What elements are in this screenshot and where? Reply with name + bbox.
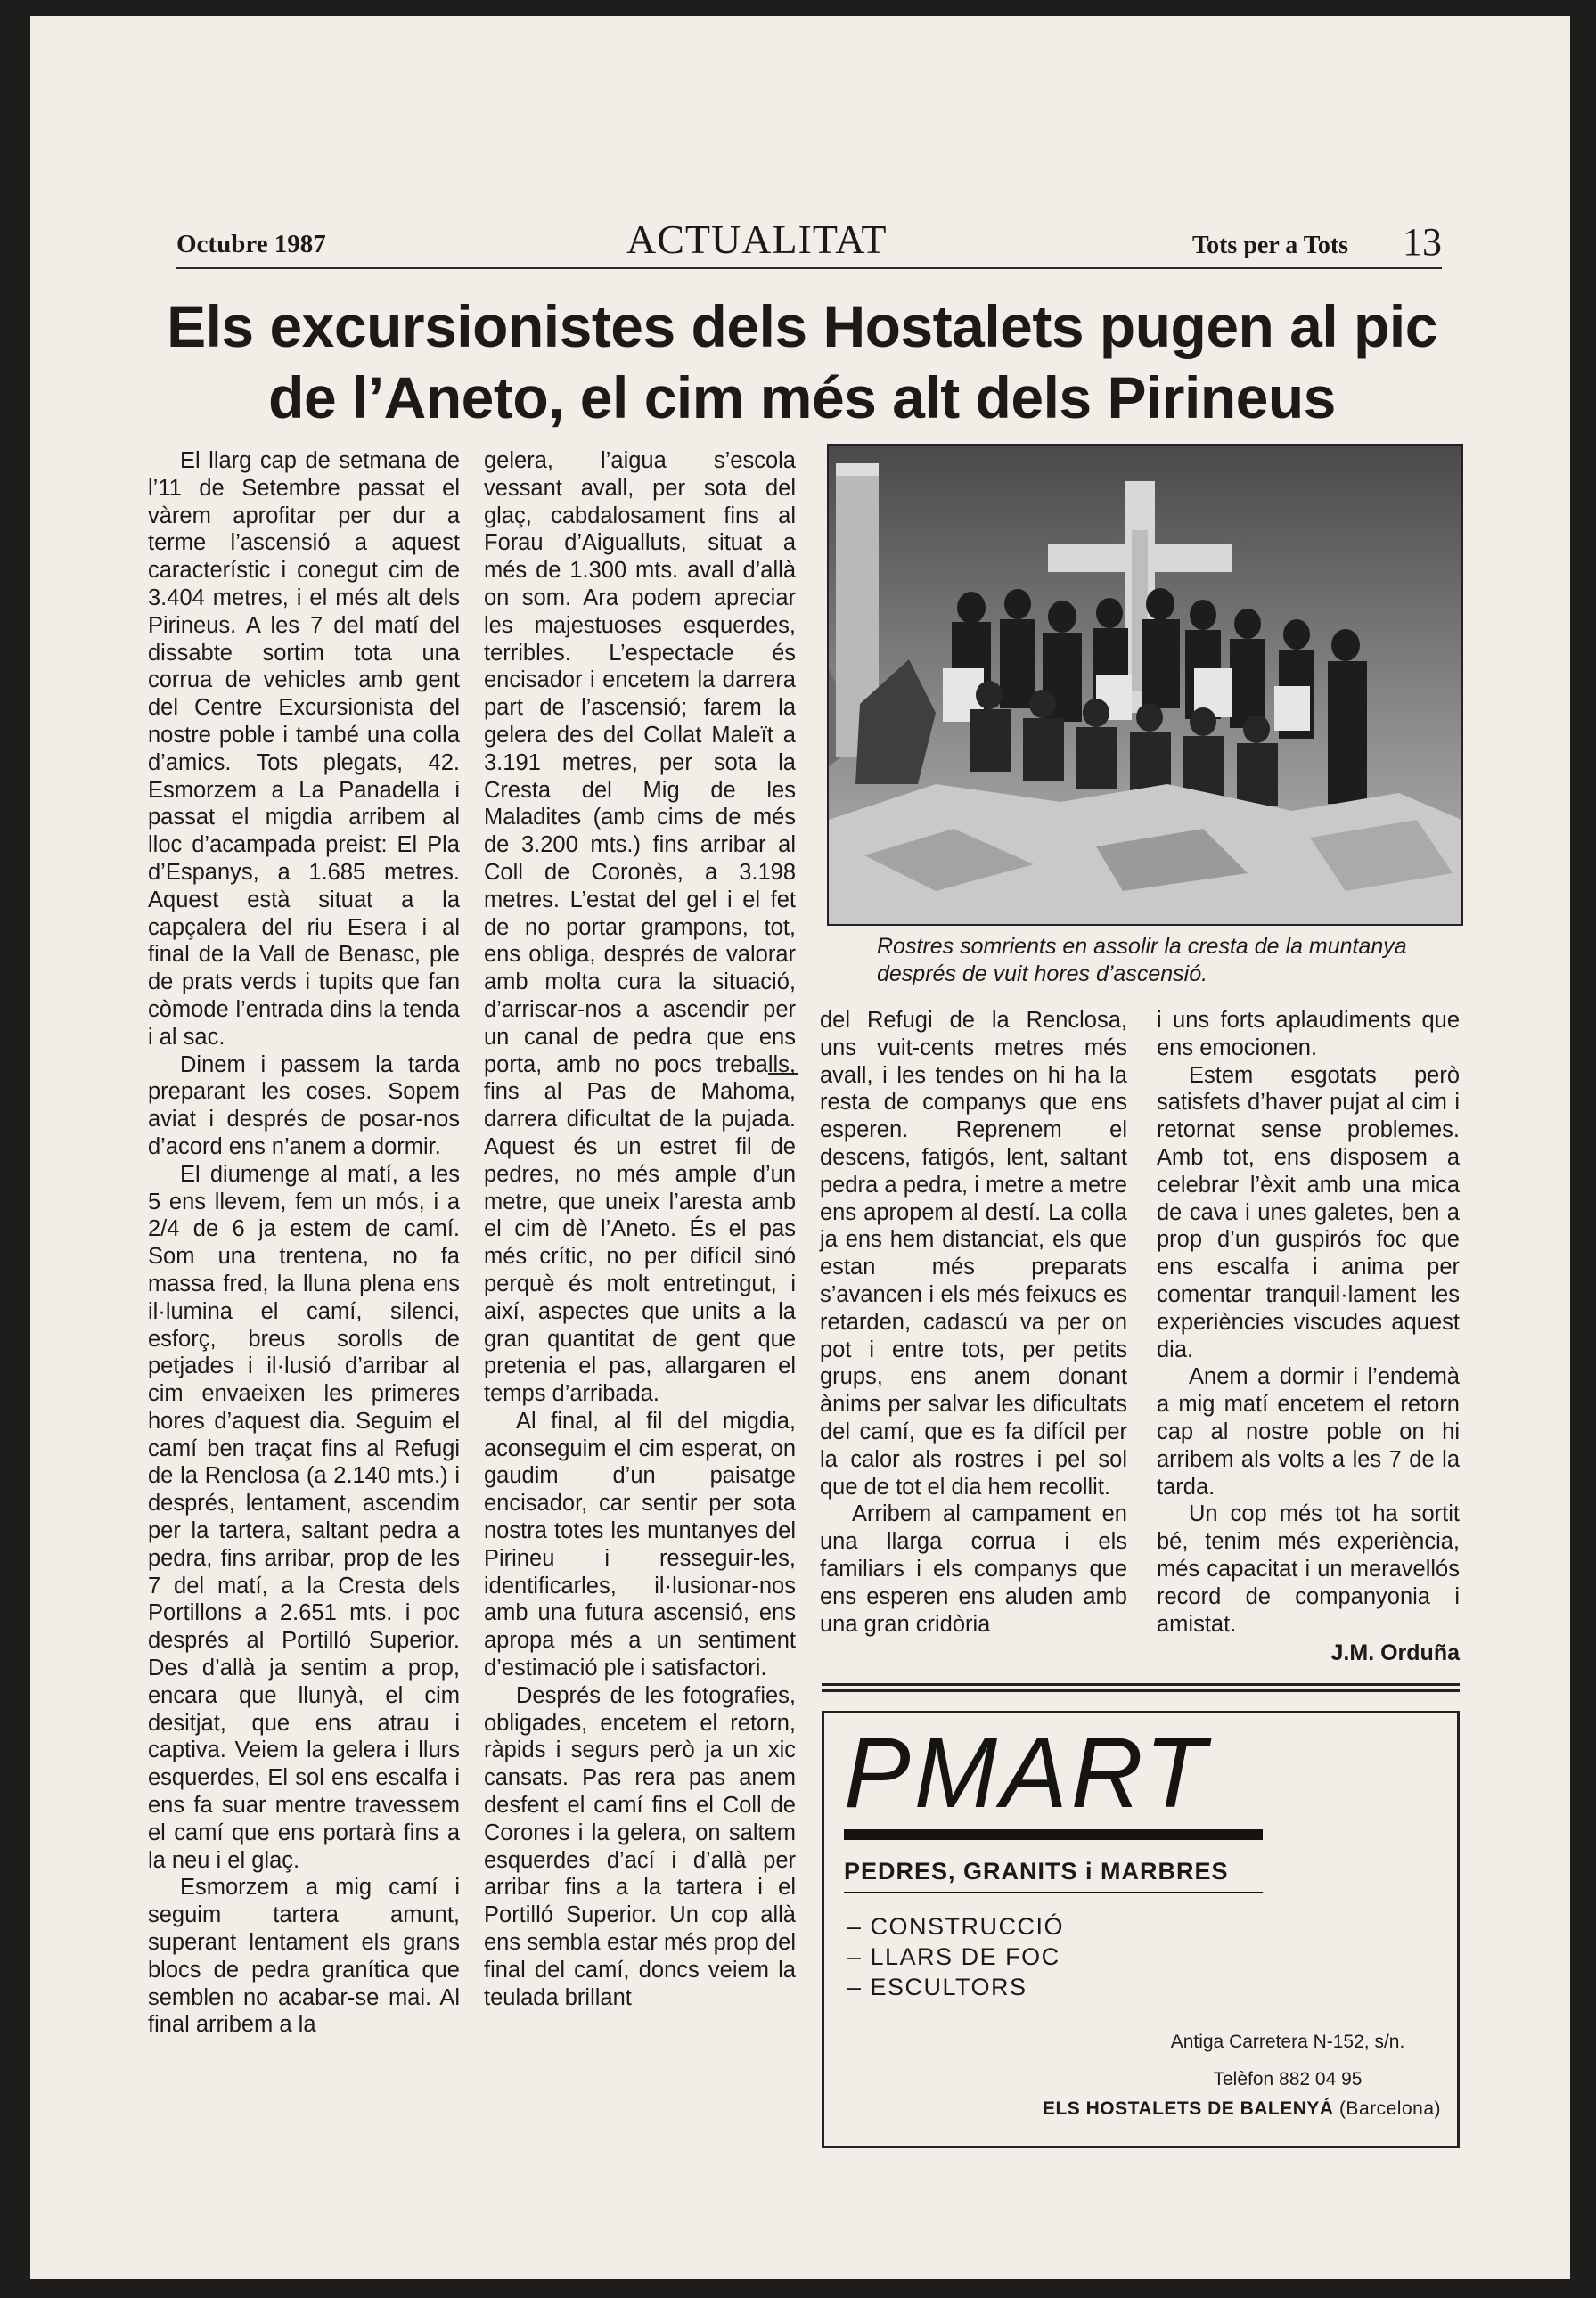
summit-group-photo — [827, 444, 1463, 926]
paragraph: El diumenge al matí, a les 5 ens llevem, fem un mós, i a 2/4 de 6 ja estem de camí. Som una trentena, no fa massa fred, la lluna plena ens il·lumina el camí, silenci, esforç, breus sorolls de petjades i il·lusió d’arribar al cim envaeixen les primeres hores d’aquest dia. Seguim el camí ben traçat fins al Refugi de la Renclosa (a 2.140 mts.) i després, lentament, ascendim per la tartera, saltant pedra a pedra, fins arribar, prop de les 7 del matí, a la Cresta dels Portillons a 2.651 mts. i poc després al Portilló Superior. Des d’allà ja sentim a prop, encara que llunyà, el cim desitjat, que ens atrau i captiva. Veiem la gelera i llurs esquerdes, El sol ens escalfa i ens fa suar mentre travessem el camí que ens portarà fins a la neu i el glaç. — [148, 1161, 460, 1873]
article-column-2 — [484, 447, 796, 2011]
paragraph: Un cop més tot ha sortit bé, tenim més experiència, més capacitat i un meravellós record de companyonia i amistat. — [1157, 1501, 1460, 1637]
paragraph: del Refugi de la Renclosa, uns vuit-cents metres més avall, i les tendes on hi ha la resta de companys que ens esperen. Reprenem el descens, fatigós, lent, saltant pedra a pedra, i metre a metre ens apropem al destí. La colla ja ens hem distanciat, els que estan més preparats s’avancen i els més feixucs es retarden, cadascú va per on pot i entre tots, per petits grups, ens anem donant ànims per salvar les dificultats del camí, que es fa difícil per la calor als rostres i pel sol que de tot el dia hem recollit. — [820, 1008, 1127, 1500]
section-title: ACTUALITAT — [626, 217, 888, 262]
ad-address: Antiga Carretera N-152, s/n. — [1170, 2032, 1405, 2052]
article-column-4 — [1157, 1007, 1460, 1638]
ad-province: (Barcelona) — [1338, 2098, 1441, 2119]
page-header — [176, 216, 1442, 264]
ad-logo: PMART — [844, 1717, 1209, 1828]
paragraph: Arribem al campament en una llarga corrua i els familiars i els companys que ens esperen ens aluden amb una gran cridòria — [820, 1501, 1127, 1637]
caption-line-1: Rostres somrients en assolir la cresta de la muntanya — [877, 934, 1407, 959]
paragraph: Al final, al fil del migdia, aconseguim el cim esperat, on gaudim d’un paisatge encisador, car sentir per sota nostra totes les muntanyes del Pirineu i resseguir-les, identificarles, il·lusionar-nos amb una futura ascensió, ens apropa més a un sentiment d’estimació ple i satisfactori. — [484, 1408, 796, 1681]
article-column-3 — [820, 1007, 1127, 1638]
advertisement-pmart — [822, 1711, 1460, 2148]
paragraph: gelera, l’aigua s’escola vessant avall, per sota del glaç, cabdalosament fins al Forau d’Aigualluts, situat a més de 1.300 mts. avall d’allà on som. Ara podem apreciar les majestuoses esquerdes, terribles. L’espectacle és encisador i encetem la darrera part de l’ascensió; farem la gelera des del Collat Maleït a 3.191 metres, per sota la Cresta del Mig de les Maladites (amb cims de més de 3.200 mts.) fins arribar al Coll de Coronès, a 3.198 metres. L’estat del gel i el fet de no portar grampons, tot, ens obliga, després de valorar amb molta cura la situació, d’arriscar-nos a ascendir per un canal de pedra que ens porta, amb no pocs treballs, fins al Pas de Mahoma, darrera dificultat de la pujada. Aquest és un estret fil de pedres, no més ample d’un metre, que uneix l’aresta amb el cim dè l’Aneto. És el pas més crític, no per difícil sinó perquè és molt entretingut, i així, aspectes que units a la gran quantitat de gent que pretenia el pas, allargaren el temps d’arribada. — [484, 448, 796, 1407]
ad-services-list — [847, 1911, 1064, 2002]
paragraph: Anem a dormir i l’endemà a mig matí encetem el retorn cap al nostre poble on hi arribem als volts a les 7 de la tarda. — [1157, 1364, 1460, 1500]
ad-divider — [822, 1683, 1460, 1686]
author-byline: J.M. Orduña — [1330, 1640, 1460, 1665]
article-column-1 — [148, 447, 460, 2039]
caption-line-2: després de vuit hores d’ascensió. — [877, 961, 1208, 986]
ad-tagline: PEDRES, GRANITS i MARBRES — [844, 1858, 1229, 1885]
ad-town-line — [960, 2098, 1441, 2120]
paragraph: El llarg cap de setmana de l’11 de Setembre passat el vàrem aprofitar per dur a terme l’ascensió a aquest característic i conegut cim de 3.404 metres, i el més alt dels Pirineus. A les 7 del matí del dissabte sortim tota una corrua de vehicles amb gent del Centre Excursionista del nostre poble i també una colla d’amics. Tots plegats, 42. Esmorzem a La Panadella i passat el migdia arribem al lloc d’acampada preist: El Pla d’Espanys, a 1.685 metres. Aquest està situat a la capçalera del riu Esera i al final de la Vall de Benasc, ple de prats verds i tupits que fan còmode l’entrada dins la tenda i al sac. — [148, 448, 460, 1050]
paragraph: Després de les fotografies, obligades, encetem el retorn, ràpids i segurs però ja un xic cansats. Pas rera pas anem desfent el camí fins el Coll de Corones i la gelera, on saltem esquerdes d’ací i d’allà per arribar fins a la tartera i el Portilló Superior. Un cop allà ens sembla estar més prop del final del camí, doncs veiem la teulada brillant — [484, 1682, 796, 2010]
paragraph: Estem esgotats però satisfets d’haver pujat al cim i retornat sense problemes. Amb tot, ens disposem a celebrar l’èxit amb una mica de cava i unes galetes, ben a prop d’un guspirós foc que ens escalfa i anima per comentar tranquil·lament les experiències viscudes aquest dia. — [1157, 1062, 1460, 1362]
ad-phone: Telèfon 882 04 95 — [1213, 2069, 1363, 2089]
ad-town: ELS HOSTALETS DE BALENYÁ — [1042, 2098, 1334, 2119]
ad-address-block — [1136, 2024, 1439, 2098]
ad-service-item: – CONSTRUCCIÓ — [847, 1913, 1065, 1940]
ad-divider — [822, 1689, 1460, 1692]
ad-logo-bar — [844, 1829, 1263, 1840]
issue-date: Octubre 1987 — [176, 230, 326, 258]
article-headline — [143, 290, 1461, 433]
photo-caption — [877, 933, 1465, 988]
paragraph: Dinem i passem la tarda preparant les coses. Sopem aviat i després de posar-nos d’acord ens n’anem a dormir. — [148, 1051, 460, 1159]
paragraph: Esmorzem a mig camí i seguim tartera amunt, superant lentament els grans blocs de pedra granítica que semblen no acabar-se mai. Al final arribem a la — [148, 1875, 460, 2038]
ad-tagline-rule — [844, 1892, 1263, 1893]
ad-service-item: – ESCULTORS — [847, 1974, 1027, 2000]
paragraph: i uns forts aplaudiments que ens emocionen. — [1157, 1008, 1460, 1060]
headline-line-1: Els excursionistes dels Hostalets pugen al pic — [167, 293, 1437, 359]
photo-illustration — [829, 446, 1461, 924]
publication-name: Tots per a Tots — [1192, 232, 1349, 259]
ad-service-item: – LLARS DE FOC — [847, 1943, 1060, 1970]
header-rule — [176, 267, 1442, 269]
page-number: 13 — [1403, 220, 1442, 264]
headline-line-2: de l’Aneto, el cim més alt dels Pirineus — [268, 364, 1336, 430]
